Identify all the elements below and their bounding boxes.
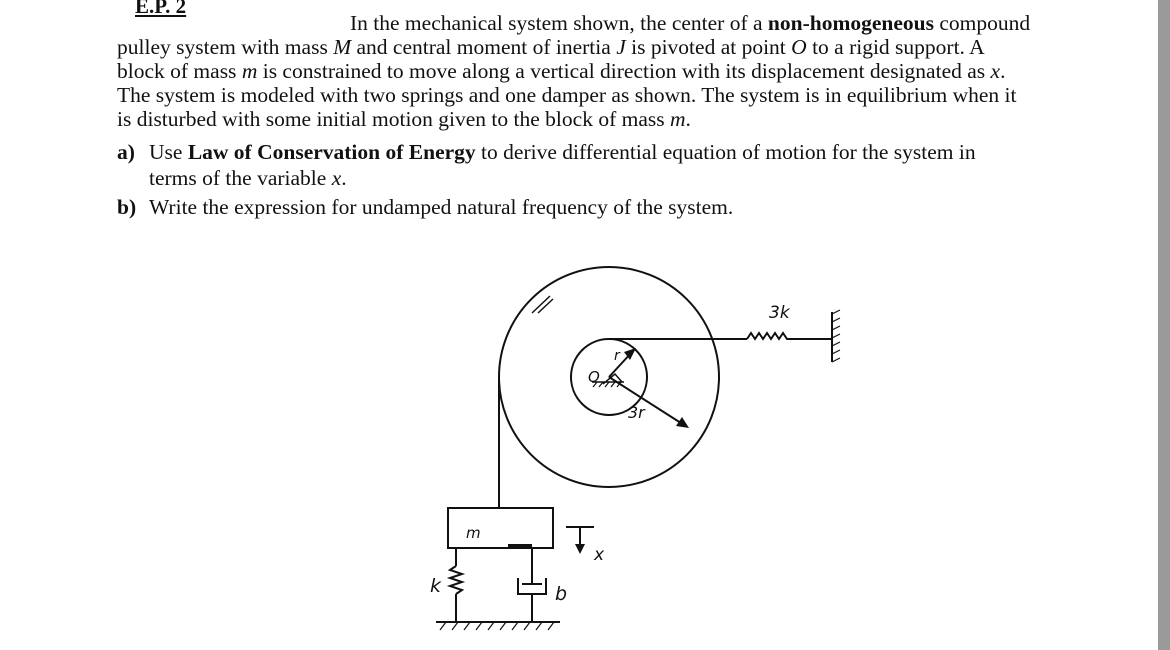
var: M bbox=[333, 35, 352, 59]
ground-hatch bbox=[440, 622, 554, 630]
mass-block bbox=[448, 508, 553, 548]
wall-right-hatch bbox=[832, 310, 840, 362]
spring-top-label: 3k bbox=[769, 303, 790, 323]
var: x bbox=[990, 59, 1001, 83]
text-segment: . bbox=[1000, 59, 1006, 83]
outer-radius-label: 3r bbox=[628, 403, 645, 422]
problem-label: E.P. 2 bbox=[135, 0, 187, 18]
text-segment: . bbox=[341, 166, 347, 190]
spring-bottom-label: k bbox=[430, 575, 442, 597]
part-b-line: Write the expression for undamped natural frequency of the system. bbox=[149, 195, 734, 219]
var: J bbox=[616, 35, 626, 59]
text-segment: . bbox=[685, 107, 691, 131]
text-segment: block of mass bbox=[117, 59, 242, 83]
text-segment: Use bbox=[149, 140, 188, 164]
mass-label: m bbox=[466, 524, 481, 542]
disp-arrowhead bbox=[575, 544, 585, 554]
text-segment: and central moment of inertia bbox=[351, 35, 617, 59]
var: x bbox=[331, 166, 342, 190]
radius-3r-arrowhead bbox=[676, 417, 689, 428]
disp-label: x bbox=[594, 545, 605, 565]
text-segment: is constrained to move along a vertical direction with its displacement designated as bbox=[257, 59, 991, 83]
part-b-label: b) bbox=[117, 195, 137, 219]
part-a-label: a) bbox=[117, 140, 135, 164]
bold-term: Law of Conservation of Energy bbox=[187, 140, 476, 164]
pivot-label: O bbox=[588, 368, 600, 386]
text-segment: to derive differential equation of motion for the system in bbox=[475, 140, 976, 164]
text-segment: The system is modeled with two springs and one damper as shown. The system is in equilibrium when it bbox=[117, 83, 1017, 107]
text-segment: is disturbed with some initial motion given to the block of mass bbox=[117, 107, 670, 131]
text-segment: to a rigid support. A bbox=[806, 35, 985, 59]
bold-term: non-homogeneous bbox=[767, 11, 934, 35]
text-segment: compound bbox=[933, 11, 1031, 35]
var: m bbox=[241, 59, 258, 83]
spring-3k bbox=[747, 333, 832, 339]
var: m bbox=[669, 107, 686, 131]
mass-contact-mark bbox=[508, 544, 532, 548]
spring-k bbox=[450, 566, 462, 594]
inner-radius-label: r bbox=[614, 348, 620, 364]
text-segment: terms of the variable bbox=[149, 166, 332, 190]
pulley-hatch bbox=[532, 296, 553, 313]
text-segment: In the mechanical system shown, the center of a bbox=[350, 11, 768, 35]
text-segment: is pivoted at point bbox=[625, 35, 792, 59]
text-segment: pulley system with mass bbox=[117, 35, 334, 59]
damper-label: b bbox=[555, 583, 568, 605]
var: O bbox=[791, 35, 807, 59]
